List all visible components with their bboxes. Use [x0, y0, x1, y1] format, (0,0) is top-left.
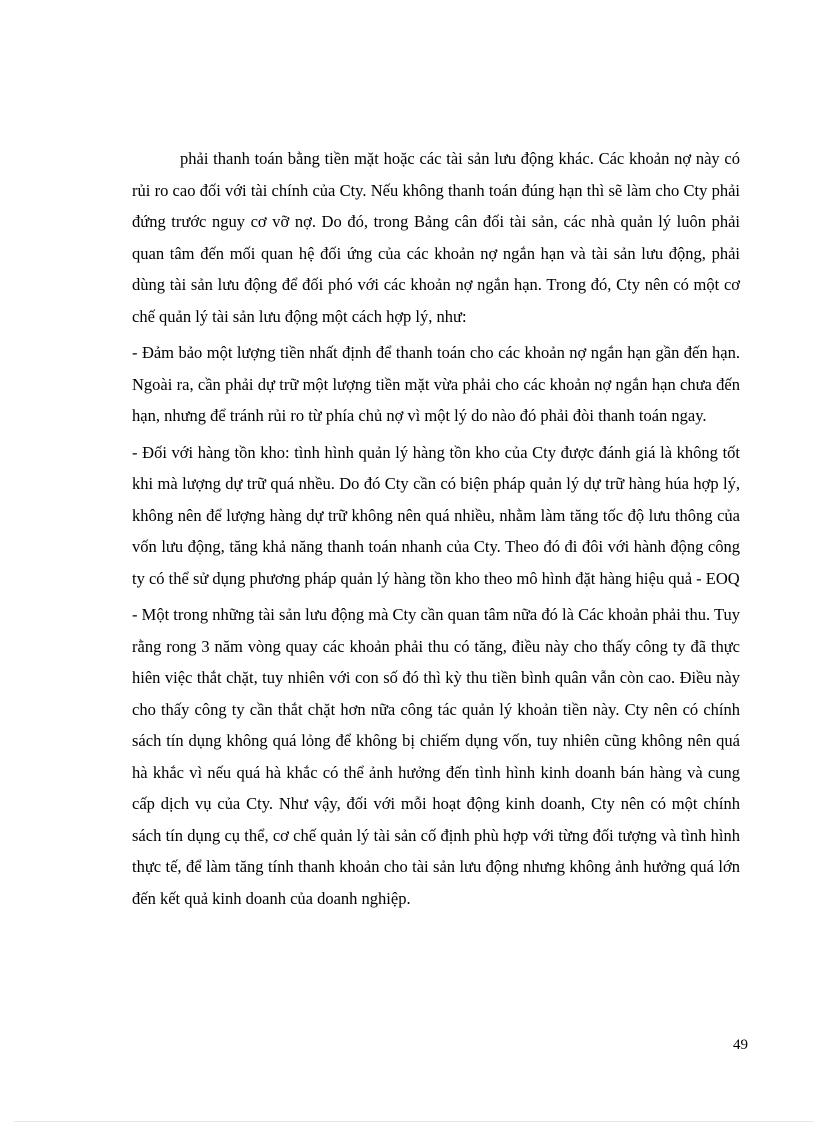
paragraph-receivables: - Một trong những tài sản lưu động mà Cty cần quan tâm nữa đó là Các khoản phải thu. Tuy rằng rong 3 năm vòng quay các khoản phải thu có tăng, điều này cho thấy công ty đã thực hiên việc thắt chặt, tuy nhiên với con số đó thì kỳ thu tiền bình quân vẫn còn cao. Điều này cho thấy công ty cần thắt chặt hơn nữa công tác quản lý khoản tiền này. Cty nên có chính sách tín dụng không quá lỏng để không bị chiếm dụng vốn, tuy nhiên cũng không nên quá hà khắc vì nếu quá hà khắc có thể ảnh hưởng đến tình hình kinh doanh bán hàng và cung cấp dịch vụ của Cty. Như vậy, đối với mỗi hoạt động kinh doanh, Cty nên có một chính sách tín dụng cụ thể, cơ chế quản lý tài sản cố định phù hợp với từng đối tượng và tình hình thực tế, để làm tăng tính thanh khoản cho tài sản lưu động nhưng không ảnh hưởng quá lớn đến kết quả kinh doanh của doanh nghiệp.	[132, 605, 740, 908]
page-number: 49	[733, 1037, 748, 1053]
page-bottom-edge	[14, 1121, 814, 1122]
paragraph-cash-reserve: - Đảm bảo một lượng tiền nhất định để thanh toán cho các khoản nợ ngắn hạn gần đến hạn. Ngoài ra, cần phải dự trữ một lượng tiền mặt vừa phải cho các khoản nợ ngắn hạn chưa đến hạn, nhưng để tránh rủi ro từ phía chủ nợ vì một lý do nào đó phải đòi thanh toán ngay.	[132, 343, 740, 425]
paragraph-inventory: - Đối với hàng tồn kho: tình hình quản lý hàng tồn kho của Cty được đánh giá là không tốt khi mà lượng dự trữ quá nhều. Do đó Cty cần có biện pháp quản lý dự trữ hàng húa hợp lý, không nên để lượng hàng dự trữ không nên quá nhiều, nhằm làm tăng tốc độ lưu thông của vốn lưu động, tăng khả năng thanh toán nhanh của Cty. Theo đó đi đôi với hành động công ty có thể sử dụng phương pháp quản lý hàng tồn kho theo mô hình đặt hàng hiệu quả - EOQ	[132, 442, 740, 588]
document-body	[132, 143, 740, 919]
paragraph-intro: phải thanh toán bằng tiền mặt hoặc các tài sản lưu động khác. Các khoản nợ này có rủi ro cao đối với tài chính của Cty. Nếu không thanh toán đúng hạn thì sẽ làm cho Cty phải đứng trước nguy cơ vỡ nợ. Do đó, trong Bảng cân đối tài sản, các nhà quản lý luôn phải quan tâm đến mối quan hệ đối ứng của các khoản nợ ngắn hạn và tài sản lưu động, phải dùng tài sản lưu động để đối phó với các khoản nợ ngắn hạn. Trong đó, Cty nên có một cơ chế quản lý tài sản lưu động một cách hợp lý, như:	[132, 149, 740, 326]
